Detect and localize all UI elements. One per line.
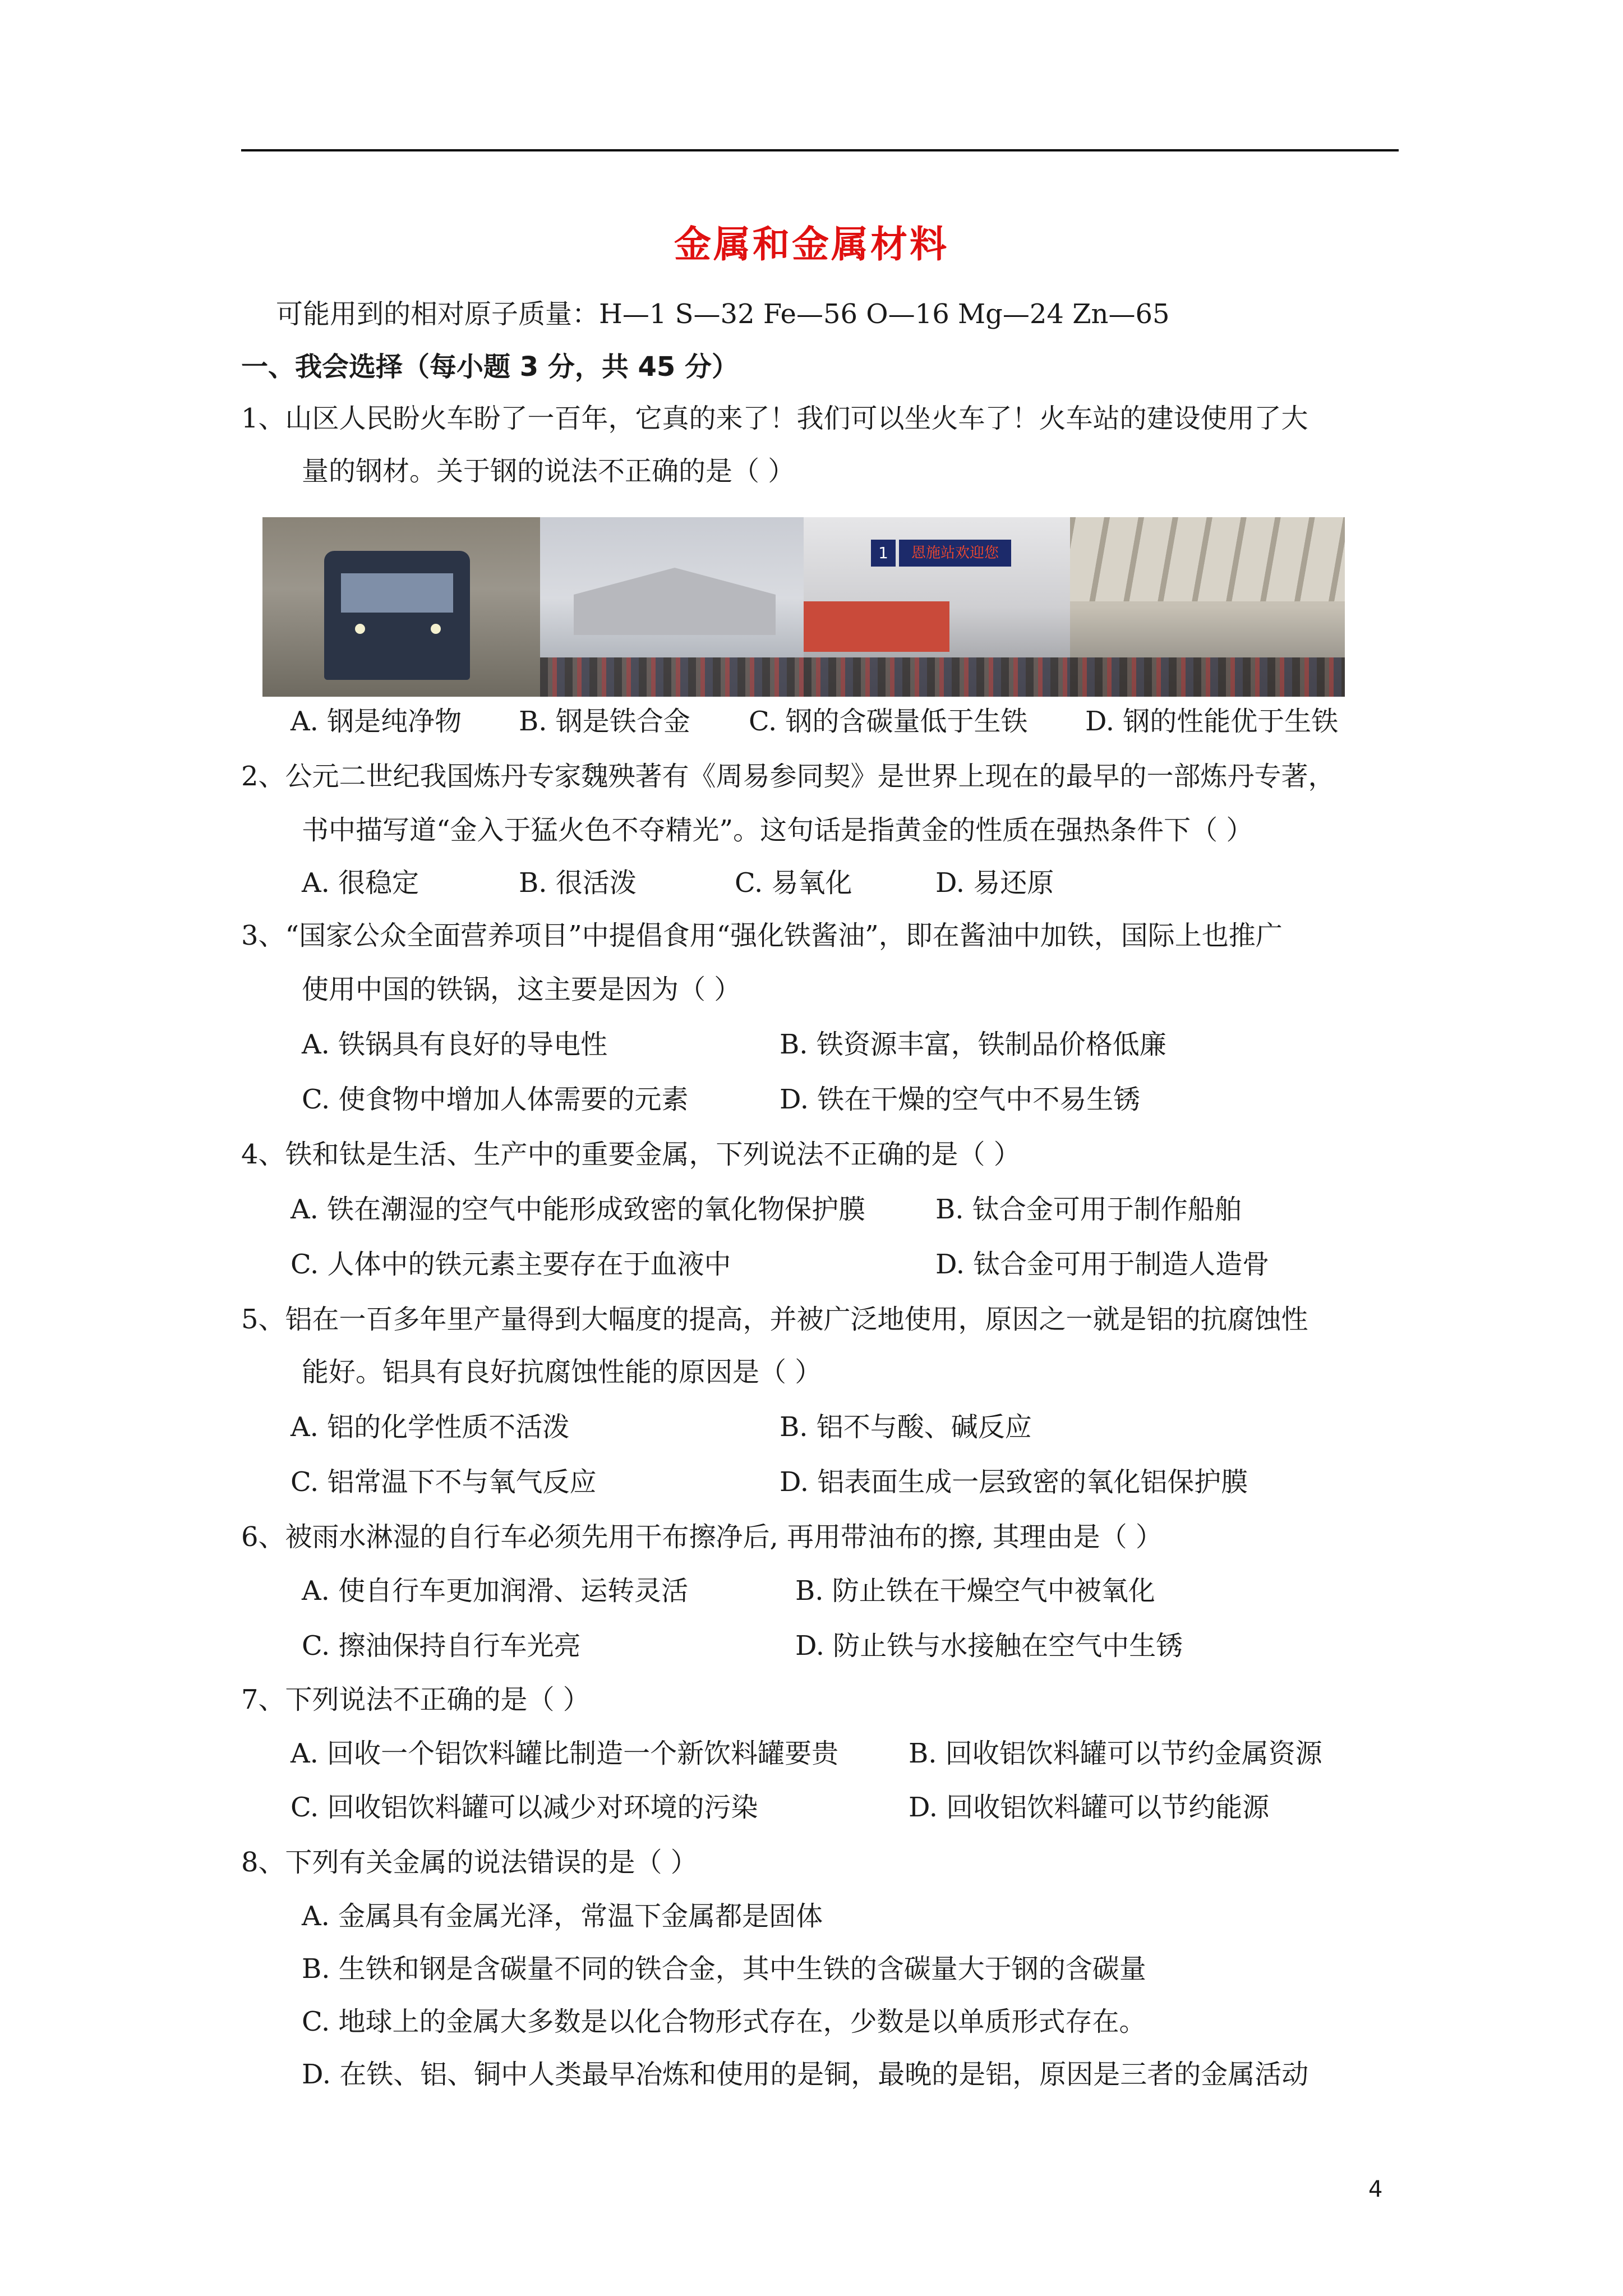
question-1-stem-line-1: 1、山区人民盼火车盼了一百年，它真的来了！我们可以坐火车了！火车站的建设使用了大	[241, 403, 1308, 434]
question-5-stem-line-2: 能好。铝具有良好抗腐蚀性能的原因是（ ）	[302, 1356, 822, 1388]
railway-photo-strip	[262, 517, 1345, 697]
page-title: 金属和金属材料	[674, 223, 949, 266]
q6-option-a: A. 使自行车更加润滑、运转灵活	[302, 1575, 689, 1607]
q7-option-d: D. 回收铝饮料罐可以节约能源	[909, 1792, 1270, 1823]
station-building-photo	[540, 517, 804, 697]
q2-option-a: A. 很稳定	[302, 867, 419, 899]
q3-option-d: D. 铁在干燥的空气中不易生锈	[780, 1084, 1141, 1115]
q5-option-d: D. 铝表面生成一层致密的氧化铝保护膜	[780, 1466, 1248, 1498]
page-number: 4	[1368, 2177, 1383, 2202]
section-heading: 一、我会选择（每小题 3 分，共 45 分）	[241, 351, 739, 383]
q8-option-d: D. 在铁、铝、铜中人类最早冶炼和使用的是铜，最晚的是铝，原因是三者的金属活动	[302, 2059, 1309, 2090]
q2-option-c: C. 易氧化	[735, 867, 852, 899]
platform-photo	[804, 517, 1070, 697]
q5-option-a: A. 铝的化学性质不活泼	[291, 1411, 570, 1443]
q2-option-b: B. 很活泼	[519, 867, 637, 899]
question-1-stem-line-2: 量的钢材。关于钢的说法不正确的是（ ）	[302, 455, 795, 487]
q3-option-b: B. 铁资源丰富，铁制品价格低廉	[780, 1029, 1166, 1060]
q1-option-a: A. 钢是纯净物	[291, 706, 462, 737]
question-2-stem-line-2: 书中描写道“金入于猛火色不夺精光”。这句话是指黄金的性质在强热条件下（ ）	[302, 815, 1253, 846]
welcome-sign: 恩施站欢迎您	[899, 540, 1011, 567]
q5-option-b: B. 铝不与酸、碱反应	[780, 1411, 1032, 1443]
question-2-stem-line-1: 2、公元二世纪我国炼丹专家魏殃著有《周易参同契》是世界上现在的最早的一部炼丹专著，	[241, 761, 1335, 792]
q5-option-c: C. 铝常温下不与氧气反应	[291, 1466, 597, 1498]
question-8-stem: 8、下列有关金属的说法错误的是（ ）	[241, 1847, 698, 1878]
question-6-stem: 6、被雨水淋湿的自行车必须先用干布擦净后, 再用带油布的擦, 其理由是（ ）	[241, 1521, 1163, 1553]
header-rule	[241, 149, 1399, 151]
q1-option-c: C. 钢的含碳量低于生铁	[749, 706, 1028, 737]
q7-option-b: B. 回收铝饮料罐可以节约金属资源	[909, 1738, 1322, 1769]
question-7-stem: 7、下列说法不正确的是（ ）	[241, 1684, 590, 1715]
station-hall-photo	[1070, 517, 1345, 697]
q8-option-a: A. 金属具有金属光泽，常温下金属都是固体	[302, 1901, 823, 1932]
q6-option-d: D. 防止铁与水接触在空气中生锈	[795, 1630, 1183, 1662]
q7-option-c: C. 回收铝饮料罐可以减少对环境的污染	[291, 1792, 758, 1823]
q1-option-b: B. 钢是铁合金	[519, 706, 690, 737]
q6-option-c: C. 擦油保持自行车光亮	[302, 1630, 581, 1662]
q6-option-b: B. 防止铁在干燥空气中被氧化	[795, 1575, 1155, 1607]
question-5-stem-line-1: 5、铝在一百多年里产量得到大幅度的提高，并被广泛地使用，原因之一就是铝的抗腐蚀性	[241, 1304, 1308, 1335]
q8-option-b: B. 生铁和钢是含碳量不同的铁合金，其中生铁的含碳量大于钢的含碳量	[302, 1953, 1146, 1985]
question-4-stem: 4、铁和钛是生活、生产中的重要金属，下列说法不正确的是（ ）	[241, 1139, 1021, 1170]
q8-option-c: C. 地球上的金属大多数是以化合物形式存在，少数是以单质形式存在。	[302, 2006, 1146, 2037]
q4-option-d: D. 钛合金可用于制造人造骨	[935, 1249, 1270, 1280]
q4-option-b: B. 钛合金可用于制作船舶	[935, 1194, 1242, 1225]
question-3-stem-line-2: 使用中国的铁锅，这主要是因为（ ）	[302, 974, 741, 1005]
atomic-mass-line: 可能用到的相对原子质量：H—1 S—32 Fe—56 O—16 Mg—24 Zn—65	[276, 298, 1170, 330]
q1-option-d: D. 钢的性能优于生铁	[1085, 706, 1339, 737]
locomotive-photo	[262, 517, 540, 697]
q4-option-a: A. 铁在潮湿的空气中能形成致密的氧化物保护膜	[291, 1194, 866, 1225]
q3-option-c: C. 使食物中增加人体需要的元素	[302, 1084, 689, 1115]
question-3-stem-line-1: 3、“国家公众全面营养项目”中提倡食用“强化铁酱油”，即在酱油中加铁，国际上也推广	[241, 920, 1283, 951]
q7-option-a: A. 回收一个铝饮料罐比制造一个新饮料罐要贵	[291, 1738, 839, 1769]
q3-option-a: A. 铁锅具有良好的导电性	[302, 1029, 608, 1060]
platform-number-sign: 1	[871, 540, 896, 567]
q2-option-d: D. 易还原	[935, 867, 1054, 899]
q4-option-c: C. 人体中的铁元素主要存在于血液中	[291, 1249, 731, 1280]
